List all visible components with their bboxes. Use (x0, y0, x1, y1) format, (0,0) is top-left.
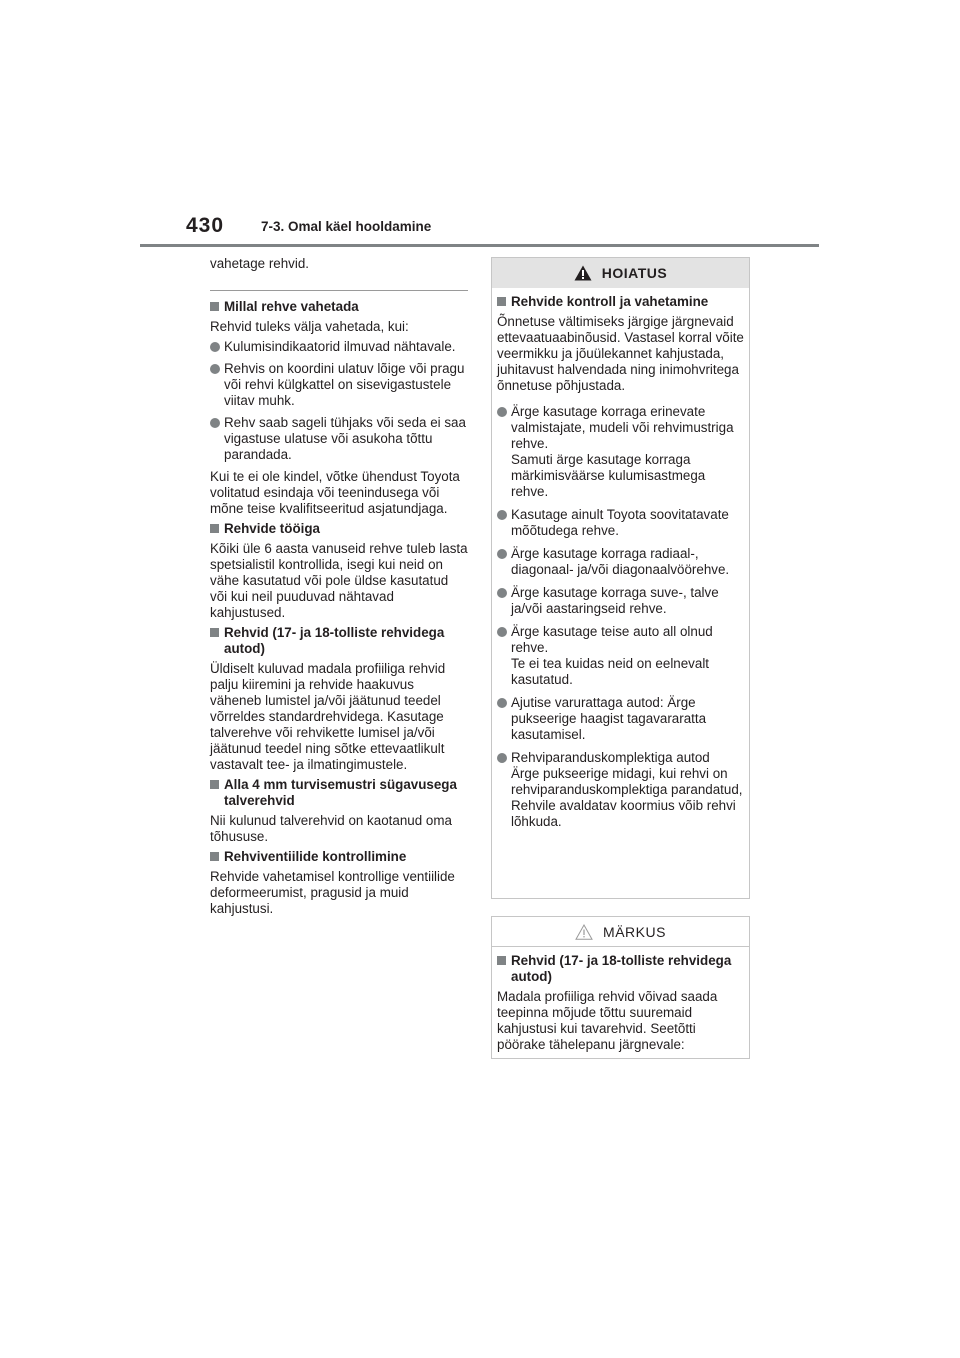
warning-header (492, 258, 749, 288)
paragraph: Rehvide vahetamisel kontrollige ventiilide deformeerumist, pragusid ja muid kahjustusi. (210, 869, 455, 916)
list-item: Ajutise varurattaga autod: Ärge pukseerige haagist tagavararatta kasutamisel. (497, 695, 744, 743)
section-heading-tire-life: Rehvide tööiga (210, 521, 468, 537)
notice-heading: Rehvid (17- ja 18-tolliste rehvidega autod) (497, 953, 744, 985)
paragraph: Üldiselt kuluvad madala profiiliga rehvid palju kiiremini ja rehvide haakuvus väheneb lumistel ja/või jäätunud teedel võrreldes standardrehvidega. Kasutage talverehve või rehvikette lumisel ja/või jäätunud teedel ning sõtke ettevaatlikult vastavalt tee- ja ilmatingimustele. (210, 661, 446, 772)
list-item: Kasutage ainult Toyota soovitatavate mõõtudega rehve. (497, 507, 744, 539)
caution-icon (575, 924, 593, 940)
section-heading-low-profile: Rehvid (17- ja 18-tolliste rehvidega autod) (210, 625, 468, 657)
list-item: Ärge kasutage korraga suve-, talve ja/või aastaringseid rehve. (497, 585, 744, 617)
paragraph: Kui te ei ole kindel, võtke ühendust Toyota volitatud esindaja või teenindusega või mõne teise kvalifitseeritud asjatundjaga. (210, 469, 460, 516)
warning-title: HOIATUS (601, 265, 668, 281)
section-heading-when-replace: Millal rehve vahetada (210, 299, 468, 315)
warning-box (491, 257, 750, 899)
list-item: Rehv saab sageli tühjaks või seda ei saa vigastuse ulatuse või asukoha tõttu parandada. (210, 415, 468, 463)
paragraph: Kõiki üle 6 aasta vanuseid rehve tuleb lasta spetsialistil kontrollida, isegi kui neid on vähe kasutatud või pole üldse kasutatud või kui neil puuduvad nähtavad kahjustused. (210, 541, 468, 620)
list-item: Rehvis on koordini ulatuv lõige või pragu või rehvi külgkattel on sisevigastustele viitav muhk. (210, 361, 468, 409)
notice-title: MÄRKUS (603, 923, 666, 940)
page-number: 430 (186, 214, 225, 237)
left-divider (210, 290, 468, 291)
list-item: Ärge kasutage korraga radiaal-, diagonaal- ja/või diagonaalvöörehve. (497, 546, 744, 578)
list-item: Rehviparanduskomplektiga autod Ärge pukseerige midagi, kui rehvi on rehviparanduskomplektiga parandatud, Rehvile avaldatav koormius võib rehvi lõhkuda. (497, 750, 744, 830)
section-heading-valves: Rehviventiilide kontrollimine (210, 849, 468, 865)
section-title: 7-3. Omal käel hooldamine (261, 219, 432, 234)
warning-icon (574, 265, 592, 281)
list-item: Ärge kasutage teise auto all olnud rehve. Te ei tea kuidas neid on eelnevalt kasutatud. (497, 624, 744, 688)
notice-header (492, 917, 749, 947)
intro-text: vahetage rehvid. (210, 256, 310, 271)
left-column (210, 256, 468, 921)
notice-box (491, 916, 750, 1059)
section-heading-winter-tires: Alla 4 mm turvisemustri sügavusega talverehvid (210, 777, 468, 809)
warning-text: Õnnetuse vältimiseks järgige järgnevaid ettevaatuaabinõusid. Vastasel korral võite veermikku ja jõuülekannet kahjustada, juhitavust halvendada ning inimohvritega õnnetuse põhjustada. (497, 314, 744, 393)
warning-heading: Rehvide kontroll ja vahetamine (497, 294, 744, 310)
paragraph: Nii kulunud talverehvid on kaotanud oma tõhususe. (210, 813, 452, 844)
list-item: Kulumisindikaatorid ilmuvad nähtavale. (210, 339, 468, 355)
list-item: Ärge kasutage korraga erinevate valmistajate, mudeli või rehvimustriga rehve. Samuti ärge kasutage korraga märkimisväärse kulumisastmega rehve. (497, 404, 744, 500)
notice-text: Madala profiiliga rehvid võivad saada teepinna mõjude tõttu suuremaid kahjustusi kui tavarehvid. Seetõtti pöörake tähelepanu järgnevale: (497, 989, 718, 1052)
paragraph: Rehvid tuleks välja vahetada, kui: (210, 319, 409, 334)
header-rule (140, 244, 819, 247)
